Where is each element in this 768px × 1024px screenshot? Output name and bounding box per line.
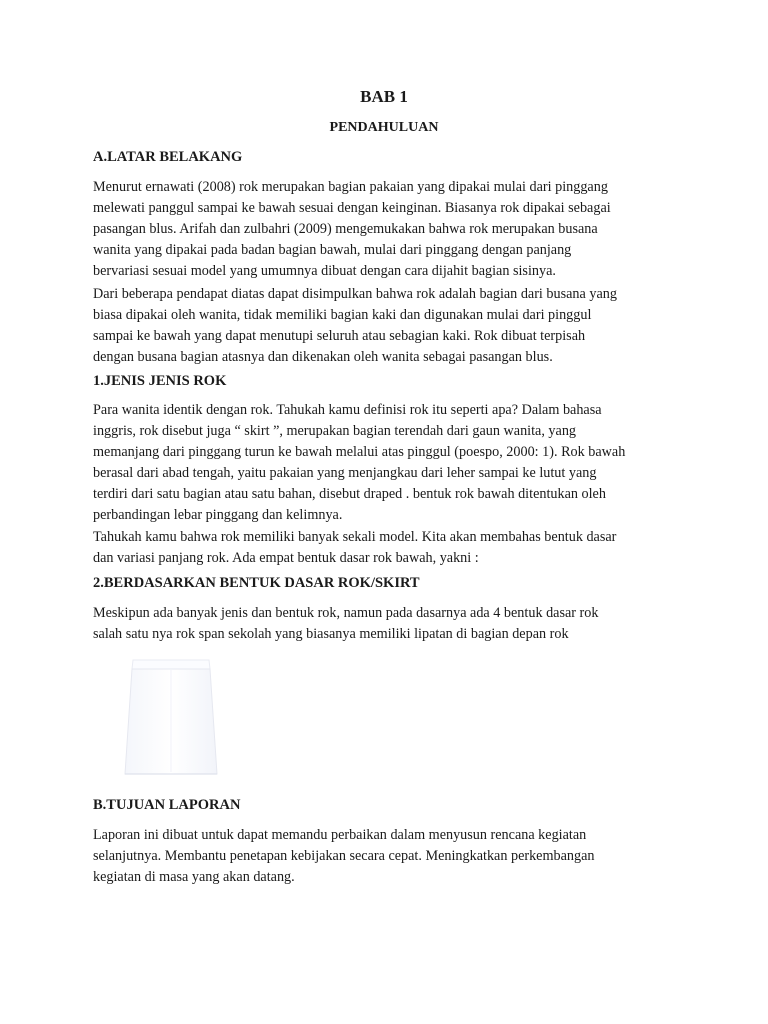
text-line: terdiri dari satu bagian atau satu bahan, disebut draped . bentuk rok bawah ditentukan oleh [93, 486, 606, 502]
chapter-title: BAB 1 [360, 87, 408, 106]
skirt-icon [93, 656, 249, 782]
skirt-image [93, 656, 249, 782]
heading-latar-belakang: A.LATAR BELAKANG [93, 149, 243, 165]
text-line: Meskipun ada banyak jenis dan bentuk rok, namun pada dasarnya ada 4 bentuk dasar rok [93, 605, 599, 621]
text-line: sampai ke bawah yang dapat menutupi seluruh atau sebagian kaki. Rok dibuat terpisah [93, 328, 586, 344]
text-line: dan variasi panjang rok. Ada empat bentuk dasar rok bawah, yakni : [93, 550, 479, 566]
paragraph-latar-belakang-2 [93, 284, 617, 368]
text-line: kegiatan di masa yang akan datang. [93, 869, 295, 885]
heading-tujuan-laporan: B.TUJUAN LAPORAN [93, 797, 241, 813]
text-line: Dari beberapa pendapat diatas dapat disimpulkan bahwa rok adalah bagian dari busana yang [93, 286, 617, 302]
text-line: Para wanita identik dengan rok. Tahukah kamu definisi rok itu seperti apa? Dalam bahasa [93, 402, 602, 418]
paragraph-tujuan-laporan [93, 825, 594, 888]
text-line: salah satu nya rok span sekolah yang biasanya memiliki lipatan di bagian depan rok [93, 626, 569, 642]
paragraph-latar-belakang-1 [93, 177, 611, 282]
text-line: Tahukah kamu bahwa rok memiliki banyak sekali model. Kita akan membahas bentuk dasar [93, 529, 617, 545]
text-line: bervariasi sesuai model yang umumnya dibuat dengan cara dijahit bagian sisinya. [93, 263, 556, 279]
text-line: Laporan ini dibuat untuk dapat memandu perbaikan dalam menyusun rencana kegiatan [93, 827, 587, 843]
text-line: berasal dari abad tengah, yaitu pakaian yang menjangkau dari leher sampai ke lutut yang [93, 465, 597, 481]
text-line: memanjang dari pinggang turun ke bawah melalui atas pinggul (poespo, 2000: 1). Rok bawah [93, 444, 626, 460]
chapter-subtitle: PENDAHULUAN [329, 120, 439, 135]
text-line: Menurut ernawati (2008) rok merupakan bagian pakaian yang dipakai mulai dari pinggang [93, 179, 608, 195]
text-line: selanjutnya. Membantu penetapan kebijakan secara cepat. Meningkatkan perkembangan [93, 848, 595, 864]
text-line: melewati panggul sampai ke bawah sesuai dengan keinginan. Biasanya rok dipakai sebagai [93, 200, 611, 216]
text-line: wanita yang dipakai pada badan bagian bawah, mulai dari pinggang dengan panjang [93, 242, 572, 258]
paragraph-jenis-rok-1 [93, 400, 625, 526]
text-line: dengan busana bagian atasnya dan dikenakan oleh wanita sebagai pasangan blus. [93, 349, 553, 365]
text-line: perbandingan lebar pinggang dan kelimnya. [93, 507, 343, 523]
text-line: inggris, rok disebut juga “ skirt ”, merupakan bagian terendah dari gaun wanita, yang [93, 423, 577, 439]
text-line: biasa dipakai oleh wanita, tidak memiliki bagian kaki dan digunakan mulai dari pinggul [93, 307, 592, 323]
text-line: pasangan blus. Arifah dan zulbahri (2009) mengemukakan bahwa rok merupakan busana [93, 221, 598, 237]
paragraph-bentuk-dasar [93, 603, 598, 645]
heading-jenis-rok: 1.JENIS JENIS ROK [93, 373, 227, 389]
heading-bentuk-dasar: 2.BERDASARKAN BENTUK DASAR ROK/SKIRT [93, 575, 420, 591]
paragraph-jenis-rok-2 [93, 527, 616, 569]
